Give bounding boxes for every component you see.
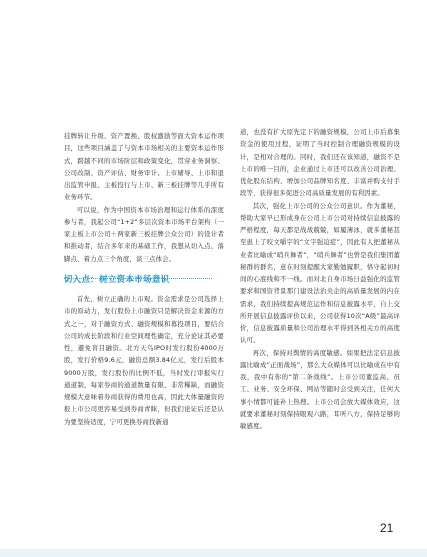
paragraph: 再次，保持对舆情的高度敏感。如果把法定信息披露比喻成“正面战场”，那么大众媒体可以比喻成在中有我，我中有你的“第二条战线”。上市公司董监高、员工、业务、安全环保、网站等随时会受到关注，任何大事小情都可能补上热搜。上市公司会放大媒体效应，这就要求董秘时刻保持眼观六路，耳听八方，保持足够的敏感度。 [240,348,400,430]
right-text-column [240,126,400,432]
section-heading: 切入点：树立资本市场意识 [64,273,170,284]
paragraph: 其次，强化上市公司的公众公司意识。作为董秘，帮助大家早已形成身在公司上市公司对持续信息披露的严格程度，每天都是战战兢兢，如履薄冰，就多董秘甚至患上了咬文嚼字的“文字强迫症”，因此有人把董秘从业者比喻成“哨兵舞者”，“哨兵舞者”也曾是我们集团董秘群的群名，意在时刻提醒大家勤勉履职，恪守起初时间的心底线和不一线。而对北自身市场日益强化的监管要求和国资背景那门建设法治央企的高质量发展的内在需求，我们持续提高规范运作和信息披露水平，自上交所开展信息披露评价以来，公司获得10次“A级”最高评价，信息披露质量和公司治理水平得到各相关方的高度认可。 [240,201,400,345]
paragraph: 挂牌转让升级、资产置换、股权激励等面大资本运作项目，这些项目涵盖了与资本市场相关的主要资本运作形式，跨越不同的市场阶层和政策变化，贯穿业务洞察、公司改制、资产评估、财务审计、上市辅导、上市和退出监管申报、主板投行与上市、新三板挂牌等几乎所有业务环节。 [64,132,224,202]
paragraph: 道，也没有扩大原先定下的融资规模，公司上市后募集资金的使用过程，证明了当时控制合理融资规模的设计，是相对合理的。同时，我们还在该知道，融资不是上市的唯一目的，企业通过上市还可以改善公司治理、优化股东结构、增加公司品牌知名度、丰富并购支付手段等，获得很多促进公司高质量发展的有利因素。 [240,128,400,198]
paragraph: 首先，树立正确的上市观。资金需求是公司选择上市的原动力，发行股份上市融资只是解决资金来源的方式之一，对于融资方式、融资规模和募投项目，要结合公司的成长阶段和行业空间理性确定，充分论证其必要性，避免盲目融资。北方天鸟IPO时发行股份4000万股，发行价格9.6元，融资总额3.84亿元，发行后股本9000万股，发行股份的比例不低，当时发行审报实行通道制，每家券商的通道数量有限、非常稀缺，而融资规模大意味着券商获得的费用也高，因此大体量融资的报上市公司更容易受到券商青睐，但我们论证后还是认为要坚持适度，宁可更换券商找新通 [64,295,224,426]
footer-band [0,549,427,557]
section-divider [64,278,212,279]
page-number: 21 [380,521,394,535]
paragraph: 可以说，作为中国资本市场治理和运行体系的深度参与者，我起公司“1+2”多层次资本市场平台架构（一家主板上市公司＋两家新三板挂牌公众公司）的设计者和推动者，结合多年来的基础工作，我想从切入点、落脚点、着力点三个角度，谈三点体会。 [64,205,224,263]
